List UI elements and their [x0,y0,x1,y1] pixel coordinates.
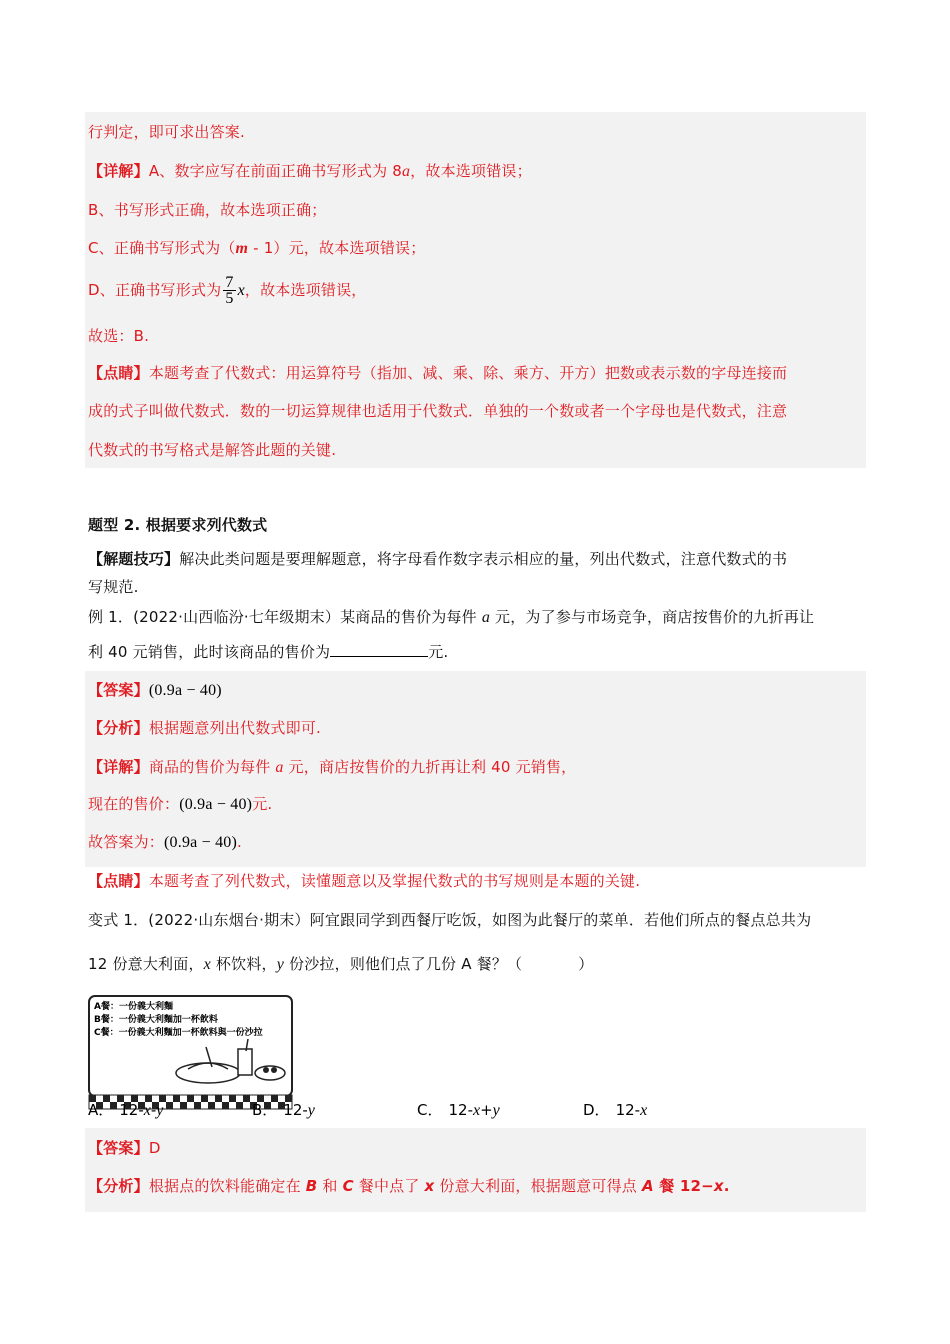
menu-item-c: C餐：一份義大利麵加一杯飲料與一份沙拉 [94,1028,263,1038]
variant-answer-line: 【答案】D [88,1139,161,1157]
checker-square [215,1095,222,1102]
current-price-line: 现在的售价：(0.9a − 40)元. [88,795,273,813]
example-line-1: 例 1．(2022·山西临汾·七年级期末）某商品的售价为每件 a 元，为了参与市场竞争，商店按售价的九折再让 [88,608,815,626]
variant-question-1: 变式 1．(2022·山东烟台·期末）阿宜跟同学到西餐厅吃饭，如图为此餐厅的菜单．若他们所点的餐点总共为 [88,911,812,929]
menu-image [88,995,293,1113]
fraction: $\frac{7}{5}$ [225,274,234,307]
remark-line: 【点睛】本题考查了列代数式，读懂题意以及掌握代数式的书写规则是本题的关键. [88,872,641,890]
checker-square [187,1095,194,1102]
checker-square [243,1095,250,1102]
answer-blank [330,642,428,657]
checker-square [201,1095,208,1102]
solution-detail-d: D、正确书写形式为 $\frac{7}{5}$ x，故本选项错误， [88,274,367,307]
example-line-2: 利 40 元销售，此时该商品的售价为 元. [88,643,449,661]
checker-square [222,1102,229,1109]
checker-square [208,1102,215,1109]
option-c: C． 12-x+y [417,1101,500,1119]
menu-item-a: A餐：一份義大利麵 [94,1002,173,1012]
menu-item-b: B餐：一份義大利麵加一杯飲料 [94,1015,218,1025]
answer-line: 【答案】(0.9a − 40) [88,681,222,699]
checker-square [229,1095,236,1102]
checker-square [166,1102,173,1109]
tip-line-1: 【解题技巧】解决此类问题是要理解题意，将字母看作数字表示相应的量，列出代数式，注意代数式的书 [88,550,788,568]
detail-line: 【详解】商品的售价为每件 a 元，商店按售价的九折再让利 40 元销售， [88,758,577,776]
option-b: B． 12-y [252,1101,315,1119]
solution-remark-3: 代数式的书写格式是解答此题的关键. [88,441,337,459]
analysis-line: 【分析】根据题意列出代数式即可. [88,719,321,737]
final-answer-line: 故答案为：(0.9a − 40). [88,833,242,851]
checker-square [173,1095,180,1102]
variant-question-2: 12 份意大利面，x 杯饮料，y 份沙拉，则他们点了几份 A 餐？（ ） [88,955,594,973]
tip-line-2: 写规范. [88,578,139,596]
checker-square [180,1102,187,1109]
checker-square [236,1102,243,1109]
section-heading: 题型 2. 根据要求列代数式 [88,516,268,534]
option-a: A． 12-x-y [88,1101,164,1119]
variant-analysis-line: 【分析】根据点的饮料能确定在 B 和 C 餐中点了 x 份意大利面，根据题意可得点 A 餐 12−x. [88,1177,730,1195]
checker-square [194,1102,201,1109]
solution-choice: 故选：B. [88,327,150,345]
solution-detail-b: B、书写形式正确，故本选项正确； [88,201,327,219]
solution-detail-a: 【详解】A、数字应写在前面正确书写形式为 8a，故本选项错误； [88,162,532,180]
solution-remark-2: 成的式子叫做代数式．数的一切运算规律也适用于代数式．单独的一个数或者一个字母也是代数式，注意 [88,402,788,420]
solution-detail-c: C、正确书写形式为（m - 1）元，故本选项错误； [88,239,426,257]
option-d: D． 12-x [583,1101,648,1119]
solution-line: 行判定，即可求出答案. [88,123,245,141]
solution-remark-1: 【点睛】本题考查了代数式：用运算符号（指加、减、乘、除、乘方、开方）把数或表示数的字母连接而 [88,364,788,382]
